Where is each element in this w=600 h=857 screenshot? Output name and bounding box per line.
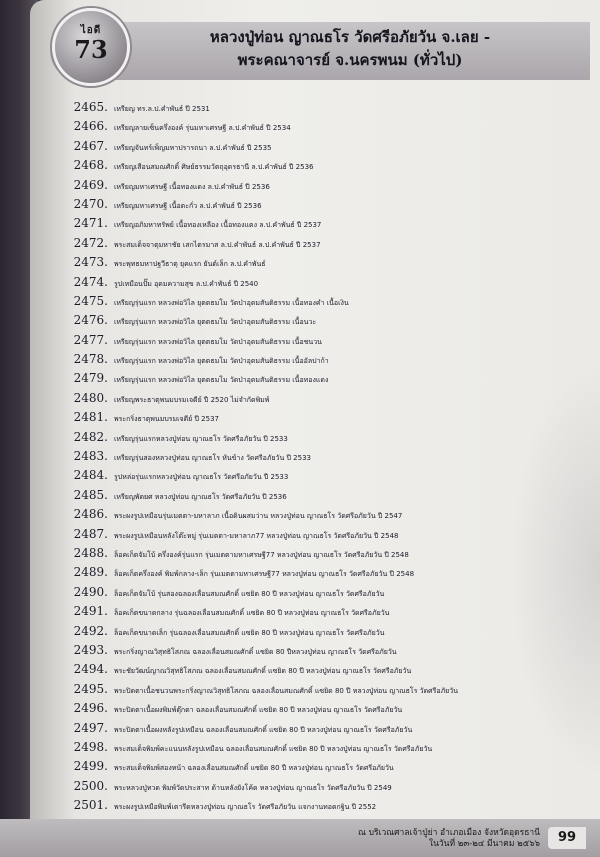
item-number: 2485.	[73, 487, 108, 502]
item-number: 2491.	[73, 604, 108, 619]
list-item	[62, 117, 600, 136]
item-text: ล็อคเก็ตครึ่งองค์ พิมพ์กลาง-เล็ก รุ่นเมตตามหาเศรษฐี77 หลวงปู่ท่อน ญาณธโร วัดศรีอภัยวัน ปี 2548	[114, 570, 415, 579]
title-line-1: หลวงปู่ท่อน ญาณธโร วัดศรีอภัยวัน จ.เลย -	[209, 28, 491, 46]
item-text: เหรียญ ทร.ล.ป.คำพันธ์ ปี 2531	[114, 105, 210, 113]
item-text: เหรียญรุ่นแรก หลวงพ่อวิไล ยุตตธมโม วัดป่าอุดมสันติธรรม เนื้อชนวน	[114, 337, 322, 346]
list-item	[62, 660, 600, 679]
list-item	[62, 253, 600, 272]
list-item	[62, 641, 600, 660]
list-item	[62, 408, 600, 427]
item-number: 2493.	[73, 642, 108, 657]
item-text: เหรียญรุ่นแรก หลวงพ่อวิไล ยุตตธมโม วัดป่าอุดมสันติธรรม เนื้ออัลปาก้า	[114, 357, 329, 366]
item-text: เหรียญพระธาตุพนมบรมเจดีย์ ปี 2520 ไม่จำกัดพิมพ์	[114, 395, 270, 404]
badge-number: 73	[74, 35, 108, 64]
item-text: เหรียญมหาเศรษฐี เนื้อทองแดง ล.ป.คำพันธ์ ปี 2536	[114, 182, 270, 191]
item-number: 2489.	[73, 565, 108, 580]
item-number: 2465.	[73, 100, 108, 114]
footer-text	[358, 828, 540, 850]
item-number: 2494.	[73, 662, 108, 677]
list-item	[62, 505, 600, 524]
item-number: 2501.	[73, 798, 108, 813]
badge-label: ไอดี	[80, 25, 102, 36]
list-item	[62, 466, 600, 485]
list-item	[62, 331, 600, 350]
catalog-list	[62, 98, 600, 815]
item-number: 2475.	[73, 293, 108, 308]
item-text: พระกริ่งญาณวิสุทธิโสภณ ฉลองเลื่อนสมณศักดิ์ แซยิด 80 ปีหลวงปู่ท่อน ญาณธโร วัดศรีอภัยวัน	[114, 647, 397, 656]
list-item	[62, 234, 600, 253]
item-number: 2470.	[73, 196, 108, 211]
list-item	[62, 544, 600, 563]
section-badge	[52, 8, 130, 86]
item-number: 2486.	[73, 507, 108, 522]
item-number: 2466.	[73, 119, 108, 134]
item-text: เหรียญเสือนสมณศักดิ์ ศิษย์ธรรมวัตถุอุดรธานี ล.ป.คำพันธ์ ปี 2536	[114, 163, 314, 172]
item-text: พระสมเด็จพิมพ์สองหน้า ฉลองเลื่อนสมณศักดิ์ แซยิด 80 ปี หลวงปู่ท่อน ญาณธโร วัดศรีอภัยวัน	[114, 764, 394, 773]
list-item	[62, 583, 600, 602]
item-text: พระชัยวัฒน์ญาณวิสุทธิโสภณ ฉลองเลื่อนสมณศักดิ์ แซยิด 80 ปี หลวงปู่ท่อน ญาณธโร วัดศรีอภัยวัน	[114, 667, 412, 676]
item-number: 2467.	[73, 138, 108, 153]
item-text: เหรียญรุ่นแรกหลวงปู่ท่อน ญาณธโร วัดศรีอภัยวัน ปี 2533	[114, 434, 288, 443]
item-text: เหรียญจันทร์เพ็ญมหาปรารถนา ล.ป.คำพันธ์ ปี 2535	[114, 143, 272, 152]
item-number: 2484.	[73, 468, 108, 483]
list-item	[62, 214, 600, 233]
item-number: 2473.	[73, 255, 108, 270]
list-item	[62, 738, 600, 757]
item-text: พระสมเด็จจาตุมหาชัย เสกไตรมาส ล.ป.คำพันธ์ ล.ป.คำพันธ์ ปี 2537	[114, 240, 321, 249]
page-title	[135, 26, 565, 72]
list-item	[62, 156, 600, 175]
item-number: 2474.	[73, 274, 108, 289]
page-number: 99	[548, 827, 586, 849]
item-text: พระกริ่งธาตุพนมบรมเจดีย์ ปี 2537	[114, 415, 219, 424]
list-item	[62, 350, 600, 369]
footer-line-1: ณ บริเวณศาลเจ้าปู่ย่า อำเภอเมือง จังหวัดอุดรธานี	[358, 828, 540, 838]
list-item	[62, 486, 600, 505]
item-text: ล็อคเก็ตขนาดเล็ก รุ่นฉลองเลื่อนสมณศักดิ์ แซยิด 80 ปี หลวงปู่ท่อน ญาณธโร วัดศรีอภัยวัน	[114, 628, 385, 637]
item-text: เหรียญรุ่นแรก หลวงพ่อวิไล ยุตตธมโม วัดป่าอุดมสันติธรรม เนื้อทองแดง	[114, 376, 329, 385]
item-number: 2496.	[73, 701, 108, 716]
item-text: เหรียญรุ่นแรก หลวงพ่อวิไล ยุตตธมโม วัดป่าอุดมสันติธรรม เนื้อนวะ	[114, 318, 317, 327]
item-number: 2497.	[73, 720, 108, 735]
list-item	[62, 796, 600, 815]
title-line-2: พระคณาจารย์ จ.นครพนม (ทั่วไป)	[237, 51, 463, 69]
item-number: 2490.	[73, 584, 108, 599]
item-text: พระพุทธมหาปฐวีธาตุ ยุคแรก ยันต์เล็ก ล.ป.คำพันธ์	[114, 260, 266, 269]
list-item	[62, 563, 600, 582]
item-text: พระปิดตาเนื้อชนวนพระกริ่งญาณวิสุทธิโสภณ ฉลองเลื่อนสมณศักดิ์ แซยิด 80 ปี หลวงปู่ท่อน ญาณธโร วัดศรีอภัยวัน	[114, 686, 458, 695]
item-text: เหรียญรุ่นสองหลวงปู่ท่อน ญาณธโร หันข้าง วัดศรีอภัยวัน ปี 2533	[114, 454, 311, 463]
item-text: ล็อคเก็ตจัมโบ้ ครึ่งองค์รุ่นแรก รุ่นเมตตามหาเศรษฐี77 หลวงปู่ท่อน ญาณธโร วัดศรีอภัยวัน ปี 2548	[114, 550, 409, 559]
list-item	[62, 292, 600, 311]
item-text: พระปิดตาเนื้อผงหลังรูปเหมือน ฉลองเลื่อนสมณศักดิ์ แซยิด 80 ปี หลวงปู่ท่อน ญาณธโร วัดศรีอภัยวัน	[114, 725, 413, 734]
item-number: 2481.	[73, 410, 108, 425]
list-item	[62, 447, 600, 466]
item-text: พระปิดตาเนื้อผงพิมพ์ตุ๊กตา ฉลองเลื่อนสมณศักดิ์ แซยิด 80 ปี หลวงปู่ท่อน ญาณธโร วัดศรีอภัยวัน	[114, 706, 403, 715]
item-number: 2477.	[73, 332, 108, 347]
item-text: เหรียญอภิมหาทรัพย์ เนื้อทองเหลือง เนื้อทองแดง ล.ป.คำพันธ์ ปี 2537	[114, 221, 322, 230]
item-text: พระผงรูปเหมือพิมพ์เตารีดหลวงปู่ท่อน ญาณธโร วัดศรีอภัยวัน แจกงานทอดกฐิน ปี 2552	[114, 803, 377, 812]
list-item	[62, 176, 600, 195]
item-text: ล็อคเก็ตขนาดกลาง รุ่นฉลองเลื่อนสมณศักดิ์ แซยิด 80 ปี หลวงปู่ท่อน ญาณธโร วัดศรีอภัยวัน	[114, 609, 390, 618]
item-text: รูปเหมือนปั๊ม อุดมความสุข ล.ป.คำพันธ์ ปี 2540	[114, 279, 259, 288]
item-text: พระผงรูปเหมือนหลังโต๊ะหมู่ รุ่นเมตตา-มหาลาภ77 หลวงปู่ท่อน ญาณธโร วัดศรีอภัยวัน ปี 2548	[114, 531, 399, 540]
list-item	[62, 680, 600, 699]
list-item	[62, 195, 600, 214]
item-text: พระหลวงปู่ทวด พิมพ์วัดประสาท ด้านหลังยังโค้ด หลวงปู่ท่อน ญาณธโร วัดศรีอภัยวัน ปี 2549	[114, 783, 392, 792]
item-number: 2492.	[73, 623, 108, 638]
item-number: 2469.	[73, 177, 108, 192]
footer-band	[0, 819, 600, 857]
list-item	[62, 719, 600, 738]
item-number: 2482.	[73, 429, 108, 444]
item-text: เหรียญมหาเศรษฐี เนื้อตะกั่ว ล.ป.คำพันธ์ ปี 2536	[114, 201, 262, 210]
item-text: พระผงรูปเหมือนรุ่นเมตตา-มหาลาภ เนื้อดินผสมว่าน หลวงปู่ท่อน ญาณธโร วัดศรีอภัยวัน ปี 2547	[114, 512, 403, 521]
list-item	[62, 273, 600, 292]
item-number: 2499.	[73, 759, 108, 774]
list-item	[62, 137, 600, 156]
list-item	[62, 622, 600, 641]
item-number: 2471.	[73, 216, 108, 231]
list-item	[62, 525, 600, 544]
list-item	[62, 389, 600, 408]
item-text: เหรียญลายเซ็นครึ่งองค์ รุ่นมหาเศรษฐี ล.ป.คำพันธ์ ปี 2534	[114, 124, 291, 133]
footer-line-2: ในวันที่ ๒๓-๒๔ มีนาคม ๒๕๖๖	[428, 839, 540, 849]
list-item	[62, 311, 600, 330]
list-item	[62, 757, 600, 776]
item-number: 2472.	[73, 235, 108, 250]
item-number: 2479.	[73, 371, 108, 386]
item-number: 2478.	[73, 352, 108, 367]
item-number: 2500.	[73, 778, 108, 793]
item-number: 2487.	[73, 526, 108, 541]
item-text: เหรียญพัดยศ หลวงปู่ท่อน ญาณธโร วัดศรีอภัยวัน ปี 2536	[114, 492, 287, 501]
list-item	[62, 602, 600, 621]
item-text: เหรียญรุ่นแรก หลวงพ่อวิไล ยุตตธมโม วัดป่าอุดมสันติธรรม เนื้อทองคำ เนื้อเงิน	[114, 298, 349, 307]
list-item	[62, 428, 600, 447]
item-text: รูปหล่อรุ่นแรกหลวงปู่ท่อน ญาณธโร วัดศรีอภัยวัน ปี 2533	[114, 473, 289, 482]
item-number: 2495.	[73, 681, 108, 696]
item-number: 2468.	[73, 158, 108, 173]
item-text: ล็อคเก็ตจัมโบ้ รุ่นสองฉลองเลื่อนสมณศักดิ์ แซยิด 80 ปี หลวงปู่ท่อน ญาณธโร วัดศรีอภัยวัน	[114, 589, 385, 598]
item-number: 2483.	[73, 449, 108, 464]
item-number: 2480.	[73, 390, 108, 405]
item-number: 2488.	[73, 545, 108, 560]
item-number: 2476.	[73, 313, 108, 328]
item-text: พระสมเด็จพิมพ์คะแนนหลังรูปเหมือน ฉลองเลื่อนสมณศักดิ์ แซยิด 80 ปี หลวงปู่ท่อน ญาณธโร วัดศรีอภัยวัน	[114, 744, 433, 753]
list-item	[62, 777, 600, 796]
item-number: 2498.	[73, 739, 108, 754]
list-item	[62, 369, 600, 388]
list-item	[62, 98, 600, 117]
list-item	[62, 699, 600, 718]
